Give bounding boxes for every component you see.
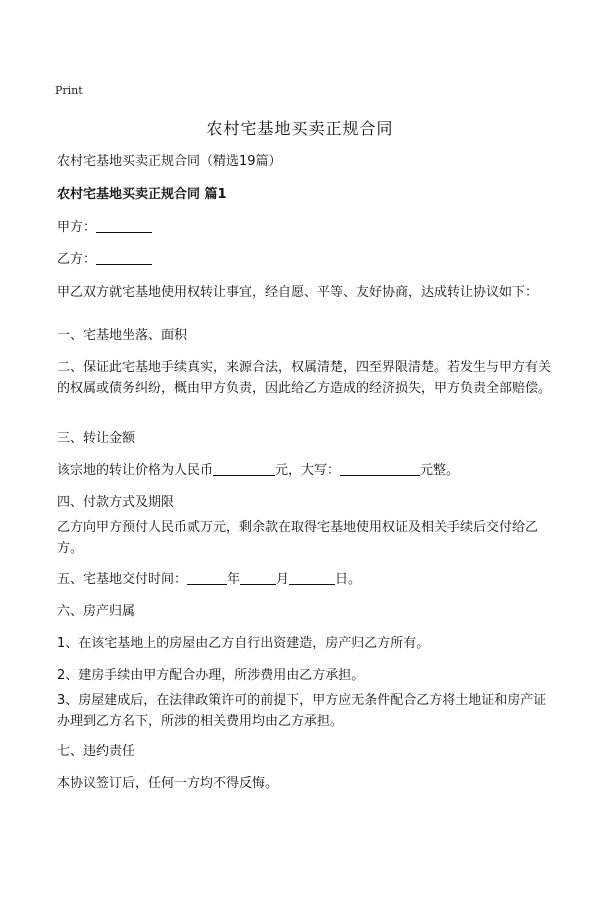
party-a-blank (96, 218, 152, 233)
party-a-label: 甲方： (57, 220, 97, 235)
price-prefix: 该宗地的转让价格为人民币 (57, 463, 214, 478)
price-line (57, 460, 557, 481)
property-item-3: 3、房屋建成后，在法律政策许可的前提下，甲方应无条件配合乙方将土地证和房产证办理到乙方名下，所涉的相关费用均由乙方承担。 (57, 693, 547, 729)
year-label: 年 (227, 572, 241, 587)
party-b-label: 乙方： (57, 252, 97, 267)
party-b-line (57, 249, 557, 270)
document-subtitle: 农村宅基地买卖正规合同（精选19篇） (57, 154, 282, 169)
clause-7-heading: 七、违约责任 (57, 744, 136, 759)
year-blank (187, 570, 227, 585)
section-heading: 农村宅基地买卖正规合同 篇1 (57, 187, 227, 202)
intro-paragraph: 甲乙双方就宅基地使用权转让事宜，经自愿、平等、友好协商，达成转让协议如下： (57, 285, 539, 300)
payment-paragraph: 乙方向甲方预付人民币贰万元，剩余款在取得宅基地使用权证及相关手续后交付给乙方。 (57, 520, 539, 556)
property-item-2: 2、建房手续由甲方配合办理，所涉费用由乙方承担。 (57, 668, 365, 683)
party-b-blank (96, 250, 152, 265)
price-unit: 元，大写： (275, 463, 341, 478)
clause-2-paragraph: 二、保证此宅基地手续真实，来源合法，权属清楚，四至界限清楚。若发生与甲方有关的权属或债务纠纷，概由甲方负责，因此给乙方造成的经济损失，甲方负责全部赔偿。 (57, 360, 552, 396)
day-blank (289, 570, 335, 585)
day-label: 日。 (335, 572, 362, 587)
clause-3-heading: 三、转让金额 (57, 431, 136, 446)
clause-5-line (57, 569, 557, 590)
party-a-line (57, 217, 557, 238)
clause-5-prefix: 五、宅基地交付时间： (57, 572, 188, 587)
clause-6-heading: 六、房产归属 (57, 604, 136, 619)
price-suffix: 元整。 (420, 463, 460, 478)
document-title: 农村宅基地买卖正规合同 (206, 119, 394, 138)
clause-1-heading: 一、宅基地坐落、面积 (57, 328, 188, 343)
month-label: 月 (276, 572, 290, 587)
breach-paragraph: 本协议签订后，任何一方均不得反悔。 (57, 776, 279, 791)
print-label: Print (55, 84, 83, 97)
property-item-1: 1、在该宅基地上的房屋由乙方自行出资建造，房产归乙方所有。 (57, 636, 430, 651)
clause-4-heading: 四、付款方式及期限 (57, 495, 175, 510)
price-uppercase-blank (340, 461, 420, 476)
month-blank (240, 570, 276, 585)
price-amount-blank (213, 461, 275, 476)
